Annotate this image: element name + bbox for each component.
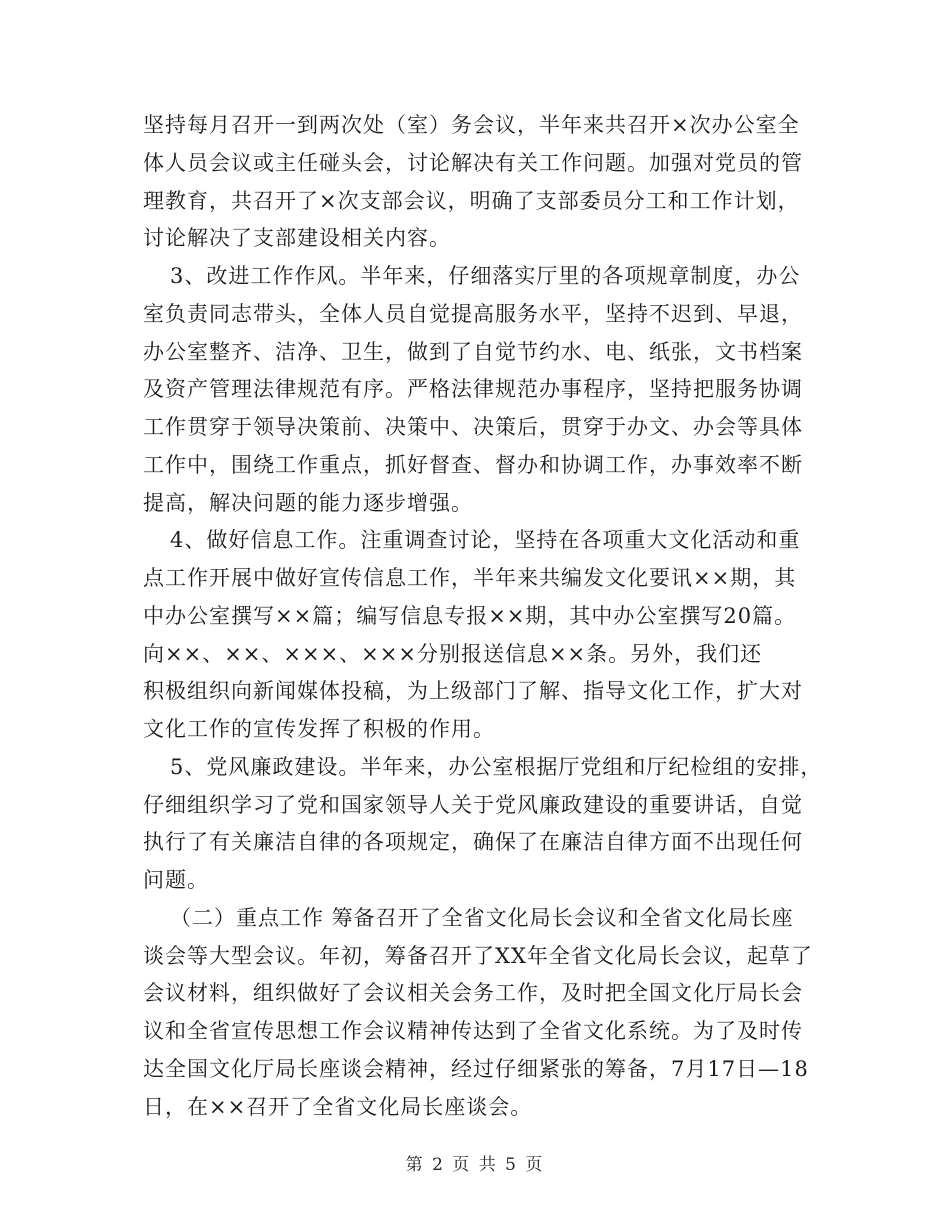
text-line: 执行了有关廉洁自律的各项规定，确保了在廉洁自律方面不出现任何 (143, 830, 803, 854)
text-line: 达全国文化厅局长座谈会精神，经过仔细紧张的筹备，7月17日—18 (143, 1057, 809, 1081)
text-line: 体人员会议或主任碰头会，讨论解决有关工作问题。加强对党员的管 (143, 151, 803, 175)
text-line: 中办公室撰写××篇；编写信息专报××期，其中办公室撰写20篇。 (143, 604, 797, 628)
text-line: 议和全省宣传思想工作会议精神传达到了全省文化系统。为了及时传 (143, 1019, 803, 1043)
text-line: 会议材料，组织做好了会议相关会务工作，及时把全国文化厅局长会 (143, 981, 803, 1005)
text-line: 讨论解决了支部建设相关内容。 (143, 226, 451, 250)
text-line: 理教育，共召开了×次支部会议，明确了支部委员分工和工作计划， (143, 189, 800, 213)
text-line: 谈会等大型会议。年初，筹备召开了XX年全省文化局长会议，起草了 (143, 944, 813, 968)
text-line: 3、改进工作作风。半年来，仔细落实厅里的各项规章制度，办公 (170, 264, 801, 288)
text-line: 4、做好信息工作。注重调查讨论，坚持在各项重大文化活动和重 (170, 528, 801, 552)
text-line: 室负责同志带头，全体人员自觉提高服务水平，坚持不迟到、早退， (143, 302, 803, 326)
text-line: 工作贯穿于领导决策前、决策中、决策后，贯穿于办文、办会等具体 (143, 415, 803, 439)
text-line: 文化工作的宣传发挥了积极的作用。 (143, 717, 495, 741)
text-line: 提高，解决问题的能力逐步增强。 (143, 491, 473, 515)
text-line: 5、党风廉政建设。半年来，办公室根据厅党组和厅纪检组的安排， (170, 755, 823, 779)
text-line: 日，在××召开了全省文化局长座谈会。 (143, 1095, 533, 1119)
text-line: 向××、××、×××、×××分别报送信息××条。另外，我们还 (143, 642, 763, 666)
text-line: 仔细组织学习了党和国家领导人关于党风廉政建设的重要讲话，自觉 (143, 793, 803, 817)
text-line: 办公室整齐、洁净、卫生，做到了自觉节约水、电、纸张，文书档案 (143, 340, 803, 364)
text-line: 问题。 (143, 868, 209, 892)
text-line: 坚持每月召开一到两次处（室）务会议，半年来共召开×次办公室全 (143, 113, 800, 137)
text-line: （二）重点工作 筹备召开了全省文化局长会议和全省文化局长座 (170, 906, 794, 930)
text-line: 积极组织向新闻媒体投稿，为上级部门了解、指导文化工作，扩大对 (143, 679, 803, 703)
text-line: 点工作开展中做好宣传信息工作，半年来共编发文化要讯××期，其 (143, 566, 797, 590)
page-number: 第 2 页 共 5 页 (405, 1155, 545, 1175)
text-line: 工作中，围绕工作重点，抓好督查、督办和协调工作，办事效率不断 (143, 453, 803, 477)
text-line: 及资产管理法律规范有序。严格法律规范办事程序，坚持把服务协调 (143, 377, 803, 401)
